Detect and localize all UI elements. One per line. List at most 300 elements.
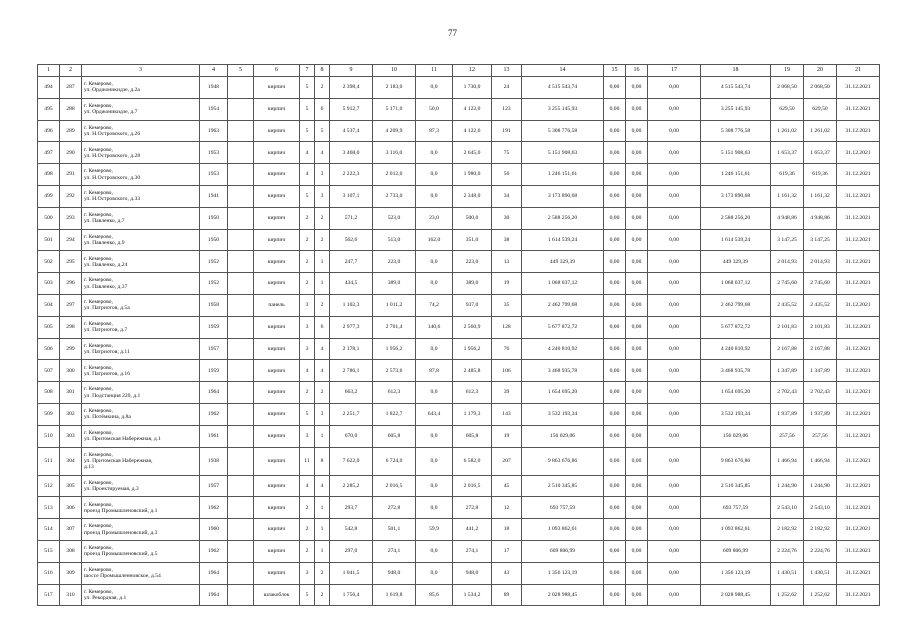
table-cell: 7 622,0 (330, 447, 373, 475)
table-cell: 31.12.2021 (837, 77, 880, 99)
address-cell (82, 338, 200, 360)
table-cell: 1 246 151,61 (522, 164, 604, 186)
table-cell: 0,0 (416, 540, 453, 562)
table-cell (228, 562, 254, 584)
table-cell: 2 028 988,45 (701, 584, 771, 606)
table-cell: 0,00 (648, 294, 701, 316)
table-cell: 5 308 776,58 (701, 120, 771, 142)
header-cell: 13 (492, 65, 522, 77)
address-cell (82, 251, 200, 273)
table-cell: 0,0 (416, 497, 453, 519)
table-cell: 0,00 (626, 77, 648, 99)
table-cell: 35 (492, 294, 522, 316)
table-cell: 1 347,89 (804, 360, 837, 382)
table-cell: 512 (38, 475, 60, 497)
header-cell: 21 (837, 65, 880, 77)
table-row (38, 294, 880, 316)
table-cell: 0,00 (626, 447, 648, 475)
table-cell: 207 (492, 447, 522, 475)
table-cell: 1 (315, 540, 330, 562)
address-line: шоссе Промышленновское, д.54 (84, 573, 161, 580)
table-cell: кирпич (254, 251, 300, 273)
table-cell: 619,36 (771, 164, 804, 186)
table-row (38, 497, 880, 519)
table-cell: 308 (60, 540, 82, 562)
header-cell: 6 (254, 65, 300, 77)
table-cell: 0,00 (604, 475, 626, 497)
table-cell (228, 77, 254, 99)
table-cell: 2 (315, 77, 330, 99)
table-cell: 0,00 (648, 447, 701, 475)
table-cell: 498 (38, 164, 60, 186)
table-cell: 1 102,3 (330, 294, 373, 316)
table-row (38, 447, 880, 475)
table-cell: кирпич (254, 185, 300, 207)
table-cell: 0,00 (604, 338, 626, 360)
header-cell: 11 (416, 65, 453, 77)
address-cell (82, 229, 200, 251)
table-cell: 1 041,5 (330, 562, 373, 584)
table-cell: 5 (300, 120, 315, 142)
table-cell: 1964 (200, 382, 228, 404)
table-cell: 2 251,7 (330, 403, 373, 425)
header-cell: 20 (804, 65, 837, 77)
table-cell (228, 540, 254, 562)
table-cell: 693 757,59 (522, 497, 604, 519)
table-cell: 2 462 799,68 (522, 294, 604, 316)
table-cell: 0,0 (416, 142, 453, 164)
header-cell: 10 (373, 65, 416, 77)
table-cell: кирпич (254, 77, 300, 99)
header-cell: 7 (300, 65, 315, 77)
table-cell (228, 273, 254, 295)
table-cell: 31.12.2021 (837, 497, 880, 519)
table-cell: 1 068 037,12 (522, 273, 604, 295)
table-cell: 1 822,7 (373, 403, 416, 425)
table-cell: 6 (315, 98, 330, 120)
table-cell: 2 167,88 (771, 338, 804, 360)
table-cell: 294 (60, 229, 82, 251)
table-cell: 0,00 (604, 207, 626, 229)
table-cell: 39 (492, 382, 522, 404)
table-cell: 504 (38, 294, 60, 316)
table-row (38, 251, 880, 273)
table-cell: 31.12.2021 (837, 120, 880, 142)
address-cell (82, 164, 200, 186)
table-cell: 1 252,62 (771, 584, 804, 606)
table-cell: 0,00 (604, 316, 626, 338)
table-cell: 306 (60, 497, 82, 519)
table-cell: 2 702,43 (771, 382, 804, 404)
table-cell: 351,0 (453, 229, 492, 251)
table-cell: 0,0 (416, 164, 453, 186)
table-cell (228, 120, 254, 142)
table-cell: 0,00 (604, 562, 626, 584)
table-cell: 1 261,02 (771, 120, 804, 142)
table-cell: 4 (300, 475, 315, 497)
table-cell: 2 (300, 540, 315, 562)
table-cell: 509 (38, 403, 60, 425)
address-cell (82, 360, 200, 382)
header-cell: 17 (648, 65, 701, 77)
table-cell: 31.12.2021 (837, 229, 880, 251)
table-cell: 2 510 345,85 (701, 475, 771, 497)
address-cell (82, 294, 200, 316)
table-cell: 5 151 908,63 (522, 142, 604, 164)
table-cell: кирпич (254, 98, 300, 120)
table-row (38, 316, 880, 338)
address-cell (82, 142, 200, 164)
table-cell: 0,00 (648, 519, 701, 541)
table-cell: 1962 (200, 540, 228, 562)
address-line: г. Кемерово, (84, 124, 113, 131)
address-cell (82, 584, 200, 606)
table-cell: 497 (38, 142, 60, 164)
table-cell: 1 466,94 (771, 447, 804, 475)
table-cell: 562,6 (330, 229, 373, 251)
table-cell: 2 (300, 207, 315, 229)
table-cell: 503 (38, 273, 60, 295)
table-cell: 1 (315, 425, 330, 447)
table-cell: 3 (300, 338, 315, 360)
table-cell: 0,00 (604, 164, 626, 186)
table-cell: 0,00 (626, 497, 648, 519)
table-cell: 0,00 (626, 475, 648, 497)
table-cell: 2 786,1 (330, 360, 373, 382)
table-cell: 0,00 (604, 229, 626, 251)
table-cell: 3 147,25 (771, 229, 804, 251)
table-cell: 0,00 (648, 382, 701, 404)
table-cell: 4 515 543,74 (701, 77, 771, 99)
table-cell: 501,1 (373, 519, 416, 541)
address-line: проезд Промышленовский, д.5 (84, 551, 158, 558)
table-cell: 2 398,4 (330, 77, 373, 99)
table-cell: 0,00 (626, 164, 648, 186)
table-cell (228, 316, 254, 338)
table-cell: 31.12.2021 (837, 142, 880, 164)
table-cell: 3 107,1 (330, 185, 373, 207)
table-cell: 0,0 (416, 447, 453, 475)
table-cell: 1 347,89 (771, 360, 804, 382)
table-cell: 31.12.2021 (837, 273, 880, 295)
table-cell: 3 255 145,93 (701, 98, 771, 120)
table-cell: 2 014,93 (771, 251, 804, 273)
table-cell: 24 (492, 77, 522, 99)
address-line: г. Кемерово, (84, 255, 113, 262)
table-cell: 0,00 (626, 316, 648, 338)
table-cell: 612,3 (373, 382, 416, 404)
table-cell: 4 (300, 164, 315, 186)
table-cell (228, 142, 254, 164)
table-cell: 2 733,0 (373, 185, 416, 207)
table-cell (228, 251, 254, 273)
table-cell: 6 582,0 (453, 447, 492, 475)
table-cell: 511 (38, 447, 60, 475)
address-line: г. Кемерово, (84, 364, 113, 371)
table-cell: 0,00 (604, 447, 626, 475)
table-cell: 2 (300, 497, 315, 519)
table-cell: 123 (492, 98, 522, 120)
table-cell: 4 240 810,92 (701, 338, 771, 360)
table-cell: 517 (38, 584, 60, 606)
table-cell: 293 (60, 207, 82, 229)
table-cell: кирпич (254, 562, 300, 584)
table-cell: 23,0 (416, 207, 453, 229)
table-cell: 3 468 935,78 (701, 360, 771, 382)
table-cell (228, 475, 254, 497)
table-cell: 2 485,8 (453, 360, 492, 382)
table-cell: 11 (300, 447, 315, 475)
address-line: г. Кемерово, (84, 523, 113, 530)
table-cell: 31.12.2021 (837, 294, 880, 316)
table-cell: 0,00 (648, 142, 701, 164)
table-cell: 2 (300, 382, 315, 404)
table-cell: 305 (60, 475, 82, 497)
table-row (38, 338, 880, 360)
table-cell: 5 (300, 584, 315, 606)
table-cell: 0,00 (604, 425, 626, 447)
table-cell: 0,00 (648, 207, 701, 229)
table-cell: 31.12.2021 (837, 207, 880, 229)
table-cell: 5 (300, 185, 315, 207)
table-cell: 513,0 (373, 229, 416, 251)
table-cell: 507 (38, 360, 60, 382)
table-cell: 1 653,37 (771, 142, 804, 164)
table-cell: 3 116,0 (373, 142, 416, 164)
table-cell: 1 937,89 (804, 403, 837, 425)
table-cell: 297,0 (330, 540, 373, 562)
table-cell: 0,00 (604, 584, 626, 606)
table-cell: 3 468,0 (330, 142, 373, 164)
table-cell: 3 (300, 294, 315, 316)
address-line: г. Кемерово, (84, 277, 113, 284)
table-cell: 948,0 (453, 562, 492, 584)
table-cell: 1959 (200, 360, 228, 382)
table-cell: 301 (60, 382, 82, 404)
table-cell: 4 122,0 (453, 98, 492, 120)
table-cell: 2 (315, 382, 330, 404)
table-cell: 1950 (200, 229, 228, 251)
table-cell: 2 348,0 (453, 185, 492, 207)
address-line: проезд Промышленовский, д.3 (84, 529, 158, 536)
table-cell: 3 (300, 562, 315, 584)
table-cell (228, 360, 254, 382)
table-cell: 0,00 (648, 360, 701, 382)
table-cell: 4 (315, 475, 330, 497)
table-cell: 0,00 (626, 120, 648, 142)
address-line: г. Кемерово, (84, 102, 113, 109)
table-cell: 5 (315, 120, 330, 142)
table-cell: 629,50 (804, 98, 837, 120)
table-cell: кирпич (254, 497, 300, 519)
table-cell: 948,0 (373, 562, 416, 584)
table-cell: 290 (60, 142, 82, 164)
table-cell: 523,0 (373, 207, 416, 229)
address-line: д.13 (84, 464, 94, 471)
address-cell (82, 316, 200, 338)
address-line: ул. Орджоникидзе, д.7 (84, 109, 138, 116)
table-cell: 272,8 (373, 497, 416, 519)
table-cell: 4 (315, 142, 330, 164)
table-row (38, 207, 880, 229)
table-cell: кирпич (254, 447, 300, 475)
table-cell: 1 430,51 (771, 562, 804, 584)
table-cell: 87,8 (416, 360, 453, 382)
header-cell: 15 (604, 65, 626, 77)
table-cell: 1 534,2 (453, 584, 492, 606)
table-cell: 0,00 (626, 519, 648, 541)
table-cell: 1 980,0 (453, 164, 492, 186)
table-cell: 31.12.2021 (837, 360, 880, 382)
table-cell: 288 (60, 98, 82, 120)
table-cell (228, 185, 254, 207)
table-cell (228, 98, 254, 120)
table-cell: 1 654 695,20 (701, 382, 771, 404)
table-cell: 30 (492, 207, 522, 229)
table-cell: 2 182,92 (771, 519, 804, 541)
table-cell (228, 584, 254, 606)
table-cell: 2 510 345,85 (522, 475, 604, 497)
address-line: проезд Промышленовский, д.1 (84, 507, 158, 514)
table-cell: 0,00 (648, 497, 701, 519)
table-cell: 0,0 (416, 77, 453, 99)
table-cell: 4 (300, 142, 315, 164)
table-cell: 1 246 151,61 (701, 164, 771, 186)
address-cell (82, 562, 200, 584)
table-cell: 1 068 037,12 (701, 273, 771, 295)
table-cell: 1948 (200, 77, 228, 99)
table-cell: 9 863 676,86 (522, 447, 604, 475)
table-cell: кирпич (254, 164, 300, 186)
address-line: ул. Рекордная, д.1 (84, 594, 127, 601)
table-cell: 0,00 (626, 273, 648, 295)
table-cell: 0,00 (626, 338, 648, 360)
table-cell: 0,0 (416, 562, 453, 584)
table-cell: 2 588 256,20 (701, 207, 771, 229)
table-cell: 0,00 (626, 207, 648, 229)
table-cell: 508 (38, 382, 60, 404)
table-cell: 5 151 908,63 (701, 142, 771, 164)
table-cell: 1954 (200, 98, 228, 120)
address-cell (82, 273, 200, 295)
table-cell: 663,2 (330, 382, 373, 404)
table-cell (228, 403, 254, 425)
table-cell: 247,7 (330, 251, 373, 273)
address-line: ул. Патриотов, д.16 (84, 370, 130, 377)
table-cell: 4 537,4 (330, 120, 373, 142)
address-cell (82, 425, 200, 447)
table-row (38, 142, 880, 164)
address-cell (82, 519, 200, 541)
address-line: г. Кемерово, (84, 545, 113, 552)
table-cell: 31.12.2021 (837, 382, 880, 404)
table-cell: 1 466,94 (804, 447, 837, 475)
register-table (37, 64, 880, 606)
header-cell: 14 (522, 65, 604, 77)
table-cell: 307 (60, 519, 82, 541)
table-cell: 449 329,39 (522, 251, 604, 273)
table-cell: 0,00 (648, 338, 701, 360)
header-row (38, 65, 880, 77)
table-cell: 31.12.2021 (837, 164, 880, 186)
table-cell: 0,0 (416, 475, 453, 497)
table-cell: 5 (300, 403, 315, 425)
address-line: ул. Павленко, д.7 (84, 218, 125, 225)
table-cell: 0,00 (648, 273, 701, 295)
table-cell: 289 (60, 120, 82, 142)
table-cell (228, 382, 254, 404)
table-cell: 937,0 (453, 294, 492, 316)
table-cell: 291 (60, 164, 82, 186)
table-cell: 514 (38, 519, 60, 541)
table-cell: 272,8 (453, 497, 492, 519)
table-cell: 4 (315, 360, 330, 382)
table-cell: 2 745,60 (771, 273, 804, 295)
table-cell (228, 425, 254, 447)
table-cell: 2 435,52 (771, 294, 804, 316)
table-row (38, 519, 880, 541)
table-cell: кирпич (254, 540, 300, 562)
table-cell: 2 (315, 584, 330, 606)
table-cell: 389,0 (373, 273, 416, 295)
table-cell: 1962 (200, 497, 228, 519)
table-cell: 6 724,0 (373, 447, 416, 475)
table-cell: 1958 (200, 294, 228, 316)
table-cell: 0,00 (604, 98, 626, 120)
table-cell: 31.12.2021 (837, 584, 880, 606)
table-cell: 2 573,6 (373, 360, 416, 382)
table-cell: 128 (492, 316, 522, 338)
table-cell: 50,0 (416, 98, 453, 120)
table-cell: 499 (38, 185, 60, 207)
address-cell (82, 98, 200, 120)
table-cell: 0,0 (416, 251, 453, 273)
table-cell: 5 (300, 77, 315, 99)
table-cell: 2 222,3 (330, 164, 373, 186)
address-line: г. Кемерово, (84, 429, 113, 436)
table-cell: 1 161,32 (771, 185, 804, 207)
table-cell: 89 (492, 584, 522, 606)
table-cell: 1 619,8 (373, 584, 416, 606)
table-cell: 0,00 (648, 540, 701, 562)
table-cell: 31.12.2021 (837, 251, 880, 273)
table-cell: 0,0 (416, 338, 453, 360)
table-cell: 496 (38, 120, 60, 142)
table-cell: 4 (300, 360, 315, 382)
table-cell: 0,00 (648, 251, 701, 273)
table-cell: 0,00 (604, 77, 626, 99)
table-cell: 300 (60, 360, 82, 382)
table-cell: 2 701,4 (373, 316, 416, 338)
table-cell: 2 543,10 (804, 497, 837, 519)
table-cell: 295 (60, 251, 82, 273)
table-cell: 0,0 (416, 425, 453, 447)
address-cell (82, 475, 200, 497)
header-cell: 12 (453, 65, 492, 77)
table-cell: 542,8 (330, 519, 373, 541)
table-cell: 2 543,10 (771, 497, 804, 519)
table-row (38, 185, 880, 207)
table-row (38, 540, 880, 562)
address-line: г. Кемерово, (84, 168, 113, 175)
table-cell: 2 167,88 (804, 338, 837, 360)
table-cell: 0,00 (648, 77, 701, 99)
table-cell: 34 (492, 185, 522, 207)
table-cell: 1 956,2 (373, 338, 416, 360)
table-cell: 0,00 (648, 98, 701, 120)
table-cell: 31.12.2021 (837, 540, 880, 562)
table-cell: 2 (315, 294, 330, 316)
